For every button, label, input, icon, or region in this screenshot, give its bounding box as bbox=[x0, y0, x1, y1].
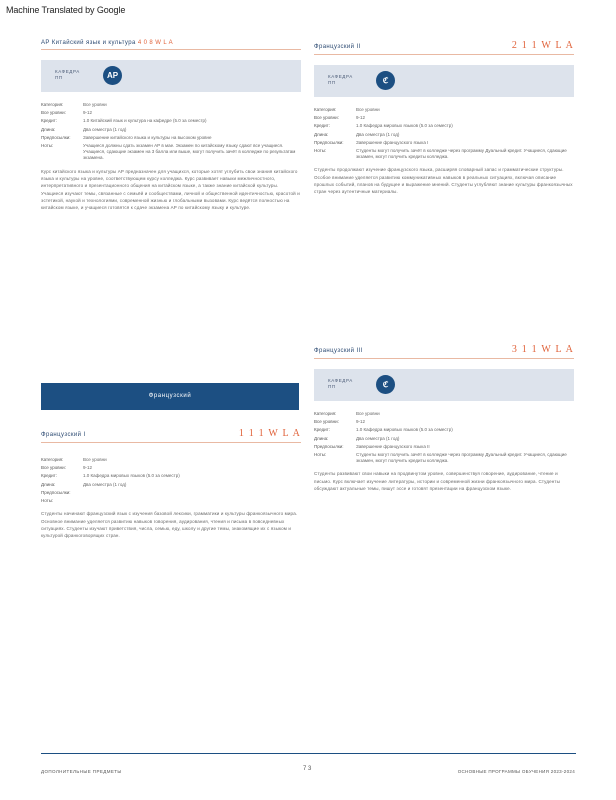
info-value: 9-12 bbox=[83, 110, 93, 116]
info-key: Кредит: bbox=[314, 427, 330, 433]
department-label-line2: ПП bbox=[55, 75, 63, 80]
department-box bbox=[314, 369, 574, 401]
info-key: Предпосылки: bbox=[41, 134, 71, 140]
course-header bbox=[314, 344, 574, 359]
info-value: Два семестра (1 год) bbox=[83, 481, 127, 487]
info-value: Два семестра (1 год) bbox=[83, 126, 127, 132]
course-french-2 bbox=[314, 40, 574, 196]
course-title: Французский III bbox=[314, 348, 363, 354]
department-box bbox=[314, 65, 574, 97]
department-label-line1: КАФЕДРА bbox=[328, 74, 353, 79]
info-value: 1.0 Кафедра мировых языков (5.0 за семестр) bbox=[83, 473, 180, 479]
course-info-grid bbox=[41, 457, 301, 504]
info-key: Категория: bbox=[41, 457, 64, 462]
course-header bbox=[314, 40, 574, 55]
college-credit-logo-icon: ℭ bbox=[376, 71, 395, 90]
course-title: Французский I bbox=[41, 432, 86, 438]
department-label bbox=[55, 69, 80, 81]
department-label-line1: КАФЕДРА bbox=[328, 378, 353, 383]
info-value bbox=[83, 498, 301, 504]
course-french-3 bbox=[314, 344, 574, 492]
info-value: Завершение французского языка II bbox=[356, 443, 430, 449]
info-key: Категория: bbox=[314, 411, 337, 416]
page-number: 7 3 bbox=[303, 766, 312, 772]
info-key: Предпосылки: bbox=[314, 443, 344, 449]
info-key: Кредит: bbox=[41, 118, 57, 124]
course-description: Курс китайского языка и культуры АР предназначен для учащихся, которые хотят углубить свои знания китайского языка и культуры на уровне, соответствующем курсу колледжа. Курс развивает навыки межличностного, интерпретативного и презентационного общения на китайском языке, а также знание китайской культуры. Учащиеся изучают темы, связанные с семьёй и сообществами, личной и общественной идентичностью, красотой и эстетикой, наукой и технологиями, современной жизнью и глобальными вызовами. Курс ведётся полностью на китайском языке, и учащиеся готовятся к сдаче экзамена АР по китайскому языку и культуре. bbox=[41, 168, 300, 211]
info-key: Все уровни: bbox=[314, 419, 339, 425]
department-label-line1: КАФЕДРА bbox=[55, 69, 80, 74]
course-description: Студенты начинают французский язык с изучения базовой лексики, грамматики и культуры франкоязычного мира. Основное внимание уделяется развитию навыков говорения, аудирования, чтения и письма в повседневных ситуациях. Студенты изучают приветствия, числа, семью, еду, школу и другие темы, знакомящие их с языком и культурой франкоговорящих стран. bbox=[41, 511, 298, 539]
footer-left-text: ДОПОЛНИТЕЛЬНЫЕ ПРЕДМЕТЫ bbox=[41, 769, 122, 774]
machine-translated-badge: Machine Translated by Google bbox=[6, 5, 126, 15]
info-value: Все уровни bbox=[83, 457, 107, 462]
info-value: Завершение китайского языка и культуры на высоком уровне bbox=[83, 134, 212, 140]
department-label-line2: ПП bbox=[328, 80, 336, 85]
info-key: Все уровни: bbox=[314, 115, 339, 121]
info-value: 1.0 Кафедра мировых языков (5.0 за семестр) bbox=[356, 123, 453, 129]
course-title: Французский II bbox=[314, 44, 361, 50]
course-info-grid bbox=[314, 107, 574, 160]
info-value: 9-12 bbox=[356, 419, 366, 425]
info-key: Длина: bbox=[41, 126, 56, 132]
department-label bbox=[328, 74, 353, 86]
info-value: 9-12 bbox=[83, 465, 93, 471]
course-french-1 bbox=[41, 428, 301, 539]
info-value: Студенты могут получить зачёт в колледже через программу Дуальный кредит. Учащиеся, сдающие экзамен, могут получить кредиты колледжа. bbox=[356, 452, 567, 464]
section-banner-french: Французский bbox=[41, 383, 299, 410]
info-key: Категория: bbox=[314, 107, 337, 112]
info-value: Учащиеся должны сдать экзамен АР в мае. Экзамен по китайскому языку сдают все учащиеся. Учащиеся, сдающие экзамен на 3 балла или выше, могут получить зачёт в колледже по результатам экзамена. bbox=[83, 143, 296, 161]
course-info-grid bbox=[41, 102, 301, 162]
info-key: Все уровни: bbox=[41, 465, 66, 471]
info-key: Предпосылки: bbox=[41, 489, 71, 495]
course-description: Студенты развивают свои навыки на продвинутом уровне, совершенствуя говорение, аудирование, чтение и письмо. Курс включает изучение литературы, истории и современной жизни франкоязычного мира. Студенты обсуждают актуальные темы, пишут эссе и готовят презентации на французском языке. bbox=[314, 471, 561, 492]
info-key: Предпосылки: bbox=[314, 139, 344, 145]
info-value: Два семестра (1 год) bbox=[356, 131, 400, 137]
info-key: Длина: bbox=[314, 435, 329, 441]
course-description: Студенты продолжают изучение французского языка, расширяя словарный запас и грамматические структуры. Особое внимание уделяется развитию коммуникативных навыков в реальных ситуациях, включая описание прошлых событий, планов на будущее и выражение мнений. Студенты углубляют знание культуры франкоязычных стран через аутентичные материалы. bbox=[314, 167, 573, 195]
info-key: Кредит: bbox=[41, 473, 57, 479]
course-code: 2 1 1 W L A bbox=[511, 40, 574, 51]
info-value: 9-12 bbox=[356, 115, 366, 121]
info-key: Длина: bbox=[41, 481, 56, 487]
footer-right-text: ОСНОВНЫЕ ПРОГРАММЫ ОБУЧЕНИЯ 2023-2024 bbox=[457, 769, 575, 774]
info-value: Все уровни bbox=[83, 102, 107, 107]
department-box bbox=[41, 60, 301, 92]
college-credit-logo-icon: ℭ bbox=[376, 375, 395, 394]
course-code: 1 1 1 W L A bbox=[238, 428, 301, 439]
info-value bbox=[83, 490, 301, 496]
course-title bbox=[41, 40, 173, 46]
info-key: Ноты: bbox=[314, 452, 327, 458]
info-value: 1.0 Китайский язык и культура на кафедре (5.0 за семестр) bbox=[83, 118, 207, 124]
info-value: Завершение французского языка I bbox=[356, 139, 429, 145]
department-label-line2: ПП bbox=[328, 384, 336, 389]
info-key: Ноты: bbox=[41, 498, 54, 504]
ap-logo-icon: AP bbox=[103, 66, 122, 85]
course-header bbox=[41, 428, 301, 443]
course-header bbox=[41, 40, 301, 50]
course-code: 3 1 1 W L A bbox=[511, 344, 574, 355]
department-label bbox=[328, 378, 353, 390]
info-value: Два семестра (1 год) bbox=[356, 435, 400, 441]
info-key: Все уровни: bbox=[41, 110, 66, 116]
course-info-grid bbox=[314, 411, 574, 464]
info-key: Кредит: bbox=[314, 123, 330, 129]
info-value: Все уровни bbox=[356, 411, 380, 416]
info-key: Категория: bbox=[41, 102, 64, 107]
info-value: 1.0 Кафедра мировых языков (5.0 за семестр) bbox=[356, 427, 453, 433]
info-key: Ноты: bbox=[41, 143, 54, 149]
info-value: Все уровни bbox=[356, 107, 380, 112]
info-value: Студенты могут получить зачёт в колледже через программу Дуальный кредит. Учащиеся, сдающие экзамен, могут получить кредиты колледжа. bbox=[356, 148, 567, 160]
course-code: 4 0 8 W L A bbox=[137, 40, 174, 46]
footer-divider bbox=[41, 753, 576, 754]
info-key: Ноты: bbox=[314, 148, 327, 154]
course-title-text: AP Китайский язык и культура bbox=[41, 40, 136, 46]
course-ap-chinese bbox=[41, 40, 301, 211]
info-key: Длина: bbox=[314, 131, 329, 137]
